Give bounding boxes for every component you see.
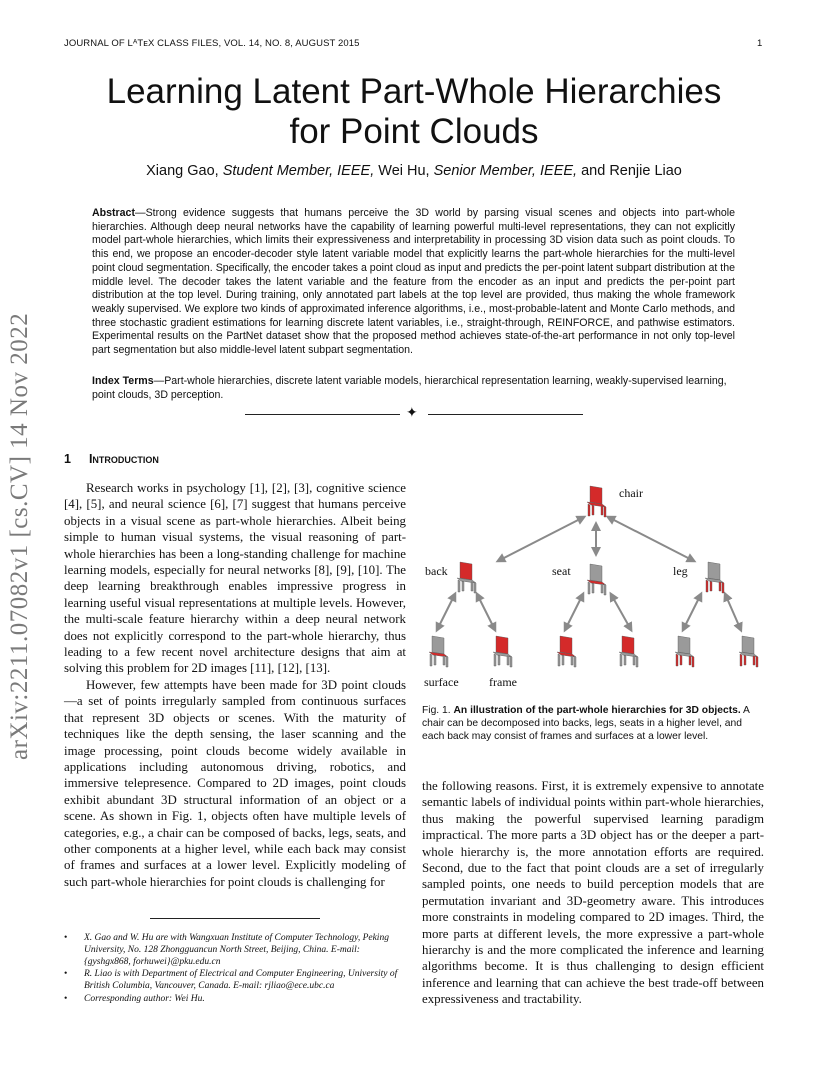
right-column [422, 778, 764, 1008]
hierarchy-arrows [438, 518, 740, 628]
separator-rule-right [428, 414, 583, 415]
running-header: JOURNAL OF LᴬTᴇX CLASS FILES, VOL. 14, NO. 8, AUGUST 2015 [64, 38, 360, 49]
author-1-role: Student Member, IEEE, [222, 163, 375, 179]
author-2: Wei Hu, [378, 163, 430, 179]
hierarchy-arrow [610, 518, 692, 560]
chair-sub-icon [675, 636, 694, 667]
hierarchy-arrow [612, 596, 630, 628]
separator-rule-left [245, 414, 400, 415]
figure-caption [422, 705, 767, 743]
chair-surface-icon [429, 636, 448, 667]
footnote-affiliation-1: X. Gao and W. Hu are with Wangxuan Institute of Computer Technology, Peking University, No. 128 Zhongguancun North Street, Beijing, China. E-mail: {gyshgx868, forhuwei}@pku.edu.cn [84, 933, 389, 967]
label-seat: seat [552, 564, 571, 578]
chair-whole-icon [587, 486, 606, 517]
section-heading [64, 452, 159, 466]
arxiv-stamp: arXiv:2211.07082v1 [cs.CV] 14 Nov 2022 [6, 312, 33, 760]
chair-frame-icon [493, 636, 512, 667]
separator-star-icon: ✦ [406, 406, 418, 421]
section-title-text: Introduction [88, 452, 159, 466]
footnote-item [64, 969, 409, 993]
caption-prefix: Fig. 1. [422, 705, 451, 716]
footnote-rule [150, 918, 320, 919]
chair-back-icon [457, 562, 476, 593]
footnotes [64, 933, 409, 1007]
hierarchy-diagram [422, 474, 767, 698]
author-3: and Renjie Liao [581, 163, 682, 179]
hierarchy-arrow [438, 596, 454, 628]
label-leg: leg [673, 564, 688, 578]
chair-sub-icon [557, 636, 576, 667]
chair-sub-icon [619, 636, 638, 667]
intro-paragraph-1: Research works in psychology [1], [2], [3], cognitive science [4], [5], and neural science [6], [7] suggest that humans perceive objects in a visual scene as part-whole hierarchies. Albeit being simple to human visual systems, the visual reasoning of part-whole hierarchies has been a long-standing challenge for machine learning models, especially for neural networks [8], [9], [10]. The deep learning breakthrough enables impressive progress in learning useful visual representations at multiple levels. However, the multi-scale feature hierarchy within a deep neural network does not explicitly correspond to the part-whole hierarchy, thus leading to a few recent novel architecture designs that aim at solving this problem for 2D images [11], [12], [13]. [64, 481, 406, 676]
label-surface: surface [424, 675, 459, 689]
footnote-item [64, 933, 409, 968]
hierarchy-arrow [566, 596, 582, 628]
figure-1-hierarchy [422, 474, 767, 698]
label-chair: chair [619, 486, 643, 500]
section-number: 1 [64, 452, 71, 466]
hierarchy-arrow [684, 596, 700, 628]
index-terms-label: Index Terms [92, 375, 154, 387]
abstract-label: Abstract [92, 207, 135, 219]
author-1: Xiang Gao, [146, 163, 219, 179]
bullet-icon: • [64, 933, 68, 943]
paper-title [0, 72, 828, 152]
left-column [64, 480, 406, 890]
footnote-corresponding: Corresponding author: Wei Hu. [84, 993, 205, 1004]
bullet-icon: • [64, 993, 68, 1004]
abstract [92, 207, 735, 358]
bullet-icon: • [64, 969, 68, 980]
chair-leg-icon [705, 562, 724, 593]
intro-paragraph-2: However, few attempts have been made for 3D point clouds—a set of points irregularly sampled from continuous surfaces that represent 3D objects or scenes. With the maturity of techniques like the depth sensing, the laser scanning and the image processing, point clouds become widely available in applications including autonomous driving, robotics, and immersive telepresence. Compared to 2D images, point clouds exhibit abundant 3D structural information of an object or a scene. As shown in Fig. 1, objects often have multiple levels of categories, e.g., a chair can be composed of backs, legs, seats, and other components at a higher level, while each back may consist of frames and surfaces at a lower level. Explicitly modeling of such part-whole hierarchies for point clouds is challenging for [64, 677, 406, 889]
caption-rest: A chair can be decomposed into backs, legs, seats in a higher level, and each back may consist of frames and surfaces at a lower level. [422, 705, 750, 742]
author-list [0, 163, 828, 179]
page-number: 1 [757, 38, 763, 49]
footnote-affiliation-2: R. Liao is with Department of Electrical and Computer Engineering, University of British Columbia, Vancouver, Canada. E-mail: rjliao@ece.ubc.ca [84, 969, 398, 992]
label-back: back [425, 564, 448, 578]
hierarchy-arrow [726, 596, 740, 628]
title-line-1: Learning Latent Part-Whole Hierarchies [106, 72, 722, 111]
title-line-2: for Point Clouds [289, 112, 539, 151]
chair-icons [429, 486, 758, 667]
footnote-item [64, 994, 409, 1006]
label-frame: frame [489, 675, 517, 689]
chair-sub-icon [739, 636, 758, 667]
index-terms [92, 375, 735, 402]
right-paragraph-1: the following reasons. First, it is extremely expensive to annotate semantic labels of individual points within part-whole hierarchies, thus making the powerful supervised learning paradigm impractical. The more parts a 3D object has or the deeper a part-whole hierarchy is, the more annotation efforts are required. Second, due to the fact that point clouds are a set of irregularly sampled points, one needs to build perception models that are permutation invariant and 3D-geometry aware. This introduces more constraints in modeling compared to 2D images. Third, the more parts at different levels, the more expressive a part-whole hierarchy is and the more complicated the inference and learning algorithms become. It is thus challenging to design efficient inference and learning that can achieve the best trade-off between expressiveness and tractability. [422, 779, 764, 1007]
hierarchy-arrow [500, 518, 582, 560]
abstract-text: —Strong evidence suggests that humans perceive the 3D world by parsing visual scenes and objects into part-whole hierarchies. Although deep neural networks have the capability of learning powerful multi-level representations, they can not explicitly model part-whole hierarchies, which limits their expressiveness and interpretability in processing 3D vision data such as point clouds. To this end, we propose an encoder-decoder style latent variable model that explicitly learns the part-whole hierarchies for the multi-level point cloud segmentation. Specifically, the encoder takes a point cloud as input and predicts the per-point latent subpart distribution at the middle level. The decoder takes the latent variable and the feature from the encoder as an input and predicts the per-point part distribution at the top level. During training, only annotated part labels at the top level are provided, thus making the whole framework weakly supervised. We explore two kinds of approximated inference algorithms, i.e., most-probable-latent and Monte Carlo methods, and three stochastic gradient estimations for learning discrete latent variables, i.e., straight-through, REINFORCE, and pathwise estimators. Experimental results on the PartNet dataset show that the proposed method achieves state-of-the-art performance in not only top-level part segmentation but also middle-level latent subpart segmentation. [92, 207, 735, 357]
author-2-role: Senior Member, IEEE, [433, 163, 578, 179]
hierarchy-arrow [478, 596, 494, 628]
index-terms-text: —Part-whole hierarchies, discrete latent variable models, hierarchical representation learning, weakly-supervised learning, point clouds, 3D perception. [92, 375, 727, 401]
chair-seat-icon [587, 564, 606, 595]
caption-bold: An illustration of the part-whole hierarchies for 3D objects. [453, 705, 741, 716]
